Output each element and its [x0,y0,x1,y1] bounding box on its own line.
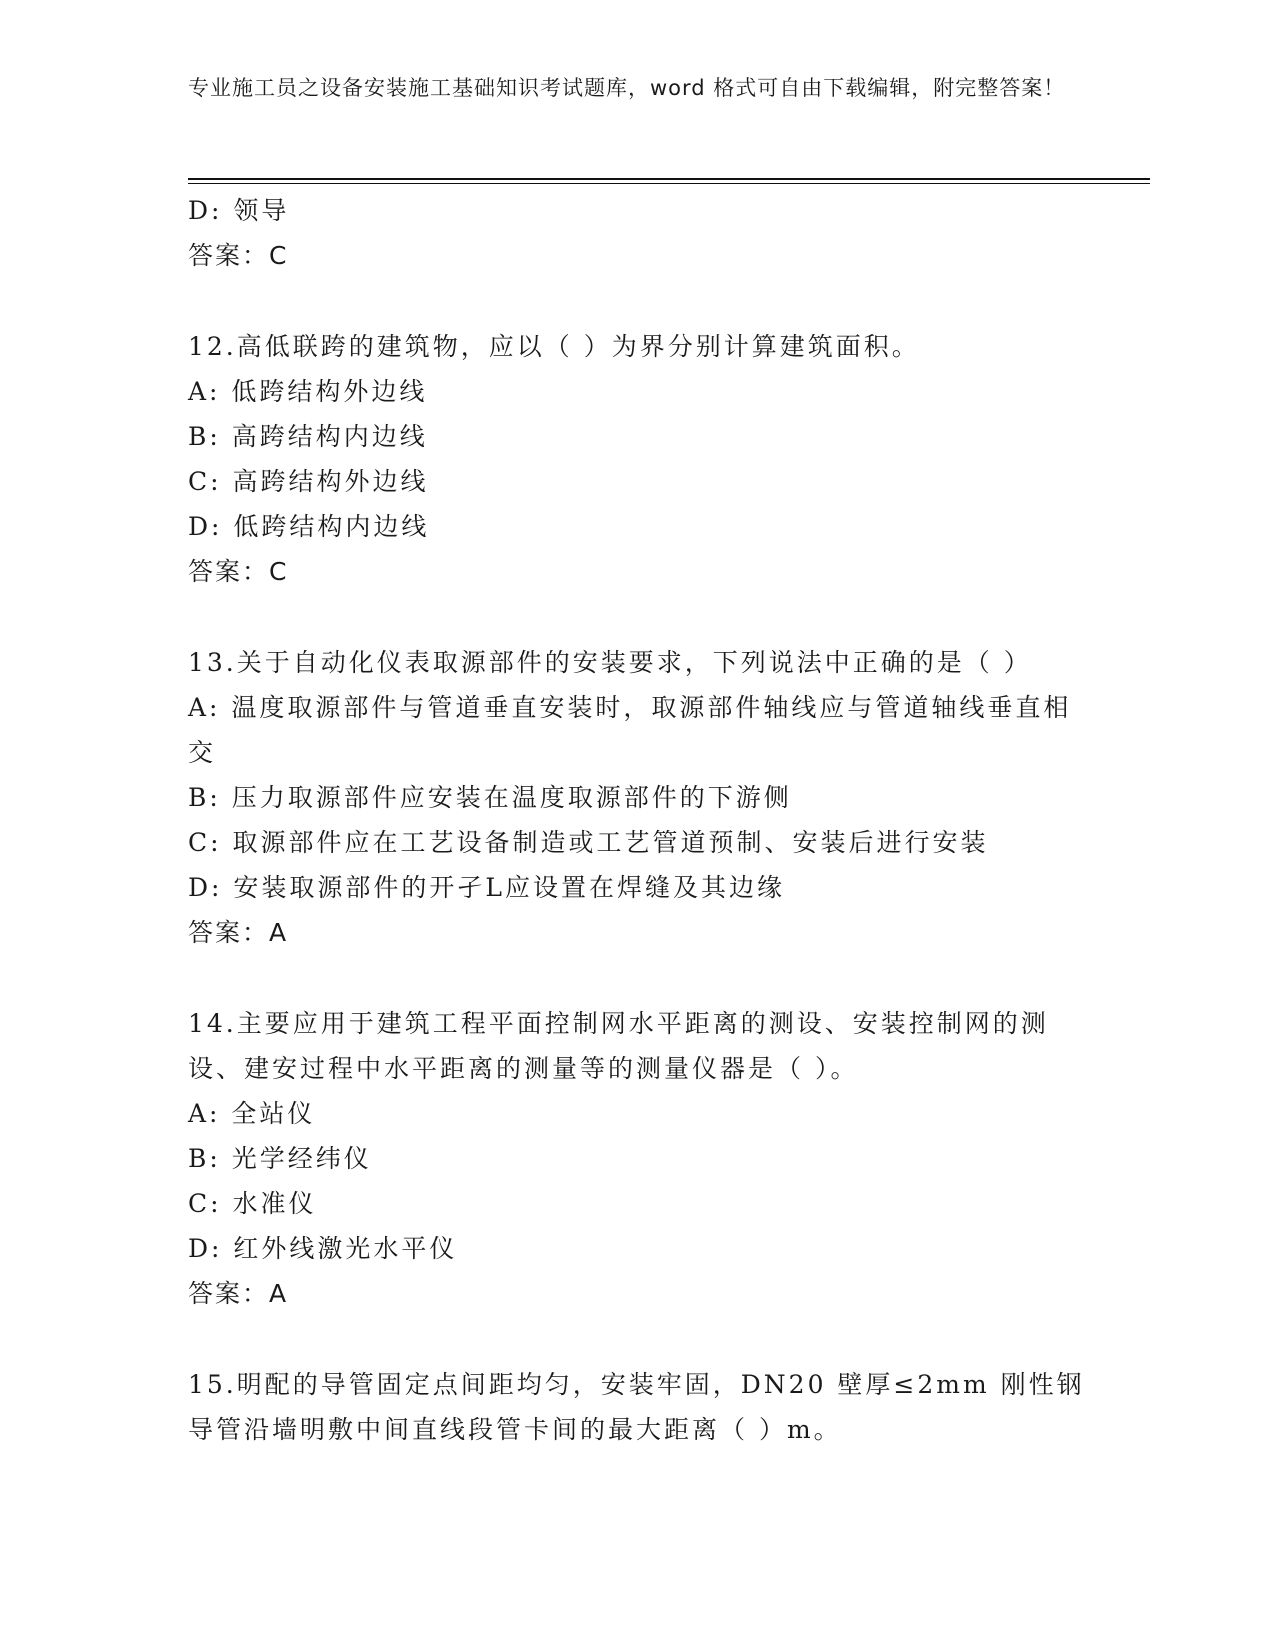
question-12 [188,324,1088,594]
document-header: 专业施工员之设备安装施工基础知识考试题库，word 格式可自由下载编辑，附完整答案！ [188,76,1066,100]
prev-option-d: D: 领导 [188,196,290,225]
question-15 [188,1362,1088,1452]
header-divider-thick [188,178,1150,180]
header-divider-thin [188,183,1150,184]
question-13 [188,640,1088,955]
question-14 [188,1001,1088,1316]
option-d: D: 红外线激光水平仪 [188,1234,458,1263]
question-content [188,188,1088,1452]
question-stem: 14.主要应用于建筑工程平面控制网水平距离的测设、安装控制网的测设、建安过程中水平距离的测量等的测量仪器是（ ）。 [188,1009,1049,1083]
option-c: C: 水准仪 [188,1189,317,1218]
answer: 答案：A [188,1279,289,1308]
option-b: B: 压力取源部件应安装在温度取源部件的下游侧 [188,783,792,812]
option-a: A: 温度取源部件与管道垂直安装时，取源部件轴线应与管道轴线垂直相交 [188,693,1072,767]
option-d: D: 低跨结构内边线 [188,512,430,541]
option-b: B: 光学经纬仪 [188,1144,372,1173]
option-c: C: 取源部件应在工艺设备制造或工艺管道预制、安装后进行安装 [188,828,989,857]
option-a: A: 全站仪 [188,1099,316,1128]
answer: 答案：A [188,918,289,947]
answer: 答案：C [188,557,289,586]
option-b: B: 高跨结构内边线 [188,422,428,451]
option-c: C: 高跨结构外边线 [188,467,429,496]
question-stem: 15.明配的导管固定点间距均匀，安装牢固，DN20 壁厚≤2mm 刚性钢导管沿墙明敷中间直线段管卡间的最大距离（ ）m。 [188,1370,1085,1444]
option-a: A: 低跨结构外边线 [188,377,428,406]
prev-answer: 答案：C [188,241,289,270]
option-d: D: 安装取源部件的开孑L应设置在焊缝及其边缘 [188,873,786,902]
question-stem: 12.高低联跨的建筑物，应以（ ）为界分别计算建筑面积。 [188,332,920,361]
question-stem: 13.关于自动化仪表取源部件的安装要求，下列说法中正确的是（ ） [188,648,1032,677]
